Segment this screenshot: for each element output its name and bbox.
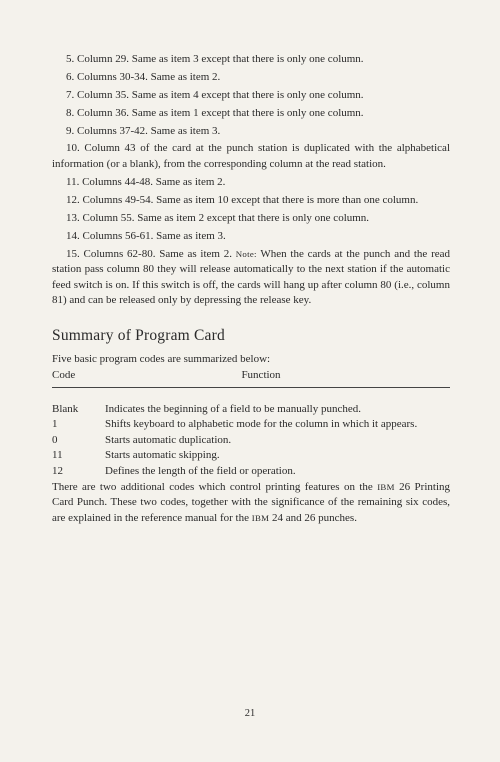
table-header bbox=[52, 368, 450, 388]
function-cell: Starts automatic skipping. bbox=[105, 449, 220, 462]
item-number: 13. bbox=[66, 211, 80, 224]
item-text: Columns 44-48. Same as item 2. bbox=[82, 175, 226, 188]
function-cell: Indicates the beginning of a field to be manually punched. bbox=[105, 402, 361, 415]
code-cell: 1 bbox=[52, 418, 58, 431]
list-item bbox=[52, 141, 450, 172]
list-item bbox=[52, 70, 450, 86]
list-item bbox=[52, 247, 450, 309]
table-row bbox=[52, 448, 450, 464]
list-item bbox=[52, 175, 450, 191]
list-item bbox=[52, 88, 450, 104]
note-text: When the cards at the punch and the read station pass column 80 they will release automatically to the next station if the automatic feed switch is on. If this switch is off, the cards will hang up after column 80 (i.e., column 81) and can be released only by depressing the release key. bbox=[52, 247, 451, 307]
item-text: Columns 62-80. Same as item 2. bbox=[83, 247, 232, 260]
code-cell: Blank bbox=[52, 402, 79, 415]
item-text: Column 36. Same as item 1 except that there is only one column. bbox=[77, 106, 364, 119]
page-content bbox=[52, 52, 450, 526]
list-item bbox=[52, 193, 450, 209]
item-number: 14. bbox=[66, 229, 80, 242]
list-item bbox=[52, 229, 450, 245]
table-row bbox=[52, 433, 450, 449]
code-cell: 12 bbox=[52, 465, 63, 478]
note-label: Note: bbox=[235, 248, 257, 259]
section-heading: Summary of Program Card bbox=[52, 326, 225, 344]
code-cell: 11 bbox=[52, 449, 63, 462]
table-row bbox=[52, 402, 450, 418]
summary-intro: Five basic program codes are summarized below: bbox=[52, 353, 271, 366]
table-row bbox=[52, 417, 450, 433]
item-number: 11. bbox=[66, 175, 80, 188]
item-number: 10. bbox=[66, 142, 80, 155]
closing-text: There are two additional codes which control printing features on the bbox=[52, 480, 373, 493]
function-cell: Defines the length of the field or operation. bbox=[105, 465, 296, 478]
closing-paragraph bbox=[52, 480, 450, 527]
ibm-smallcaps: IBM bbox=[251, 512, 270, 523]
item-text: Columns 37-42. Same as item 3. bbox=[77, 124, 221, 137]
closing-text: 26 Printing Card Punch. These two codes, together with the significance of the remaining six codes, are explained in the reference manual for the bbox=[52, 480, 450, 524]
list-item bbox=[52, 52, 450, 68]
list-item bbox=[52, 124, 450, 140]
closing-text: 24 and 26 punches. bbox=[272, 511, 357, 524]
column-header-code: Code bbox=[52, 369, 76, 382]
list-item bbox=[52, 106, 450, 122]
item-number: 12. bbox=[66, 193, 80, 206]
item-text: Columns 56-61. Same as item 3. bbox=[82, 229, 226, 242]
item-text: Columns 49-54. Same as item 10 except that there is more than one column. bbox=[82, 193, 419, 206]
table-row bbox=[52, 464, 450, 480]
item-text: Columns 30-34. Same as item 2. bbox=[77, 70, 221, 83]
list-item bbox=[52, 211, 450, 227]
item-text: Column 55. Same as item 2 except that there is only one column. bbox=[82, 211, 370, 224]
item-number: 9. bbox=[66, 124, 75, 137]
item-number: 7. bbox=[66, 88, 75, 101]
item-number: 5. bbox=[66, 53, 75, 65]
item-text: Column 29. Same as item 3 except that there is only one column. bbox=[77, 53, 364, 65]
function-cell: Shifts keyboard to alphabetic mode for the column in which it appears. bbox=[105, 418, 418, 431]
column-header-function: Function bbox=[241, 369, 281, 382]
item-number: 6. bbox=[66, 70, 75, 83]
item-number: 8. bbox=[66, 106, 75, 119]
item-text: Column 35. Same as item 4 except that there is only one column. bbox=[77, 88, 364, 101]
item-number: 15. bbox=[66, 247, 80, 260]
item-text: Column 43 of the card at the punch station is duplicated with the alphabetical information (or a blank), from the corresponding column at the read station. bbox=[52, 142, 450, 171]
function-cell: Starts automatic duplication. bbox=[105, 433, 232, 446]
code-cell: 0 bbox=[52, 433, 58, 446]
page-number: 21 bbox=[244, 708, 256, 719]
ibm-smallcaps: IBM bbox=[377, 481, 395, 492]
